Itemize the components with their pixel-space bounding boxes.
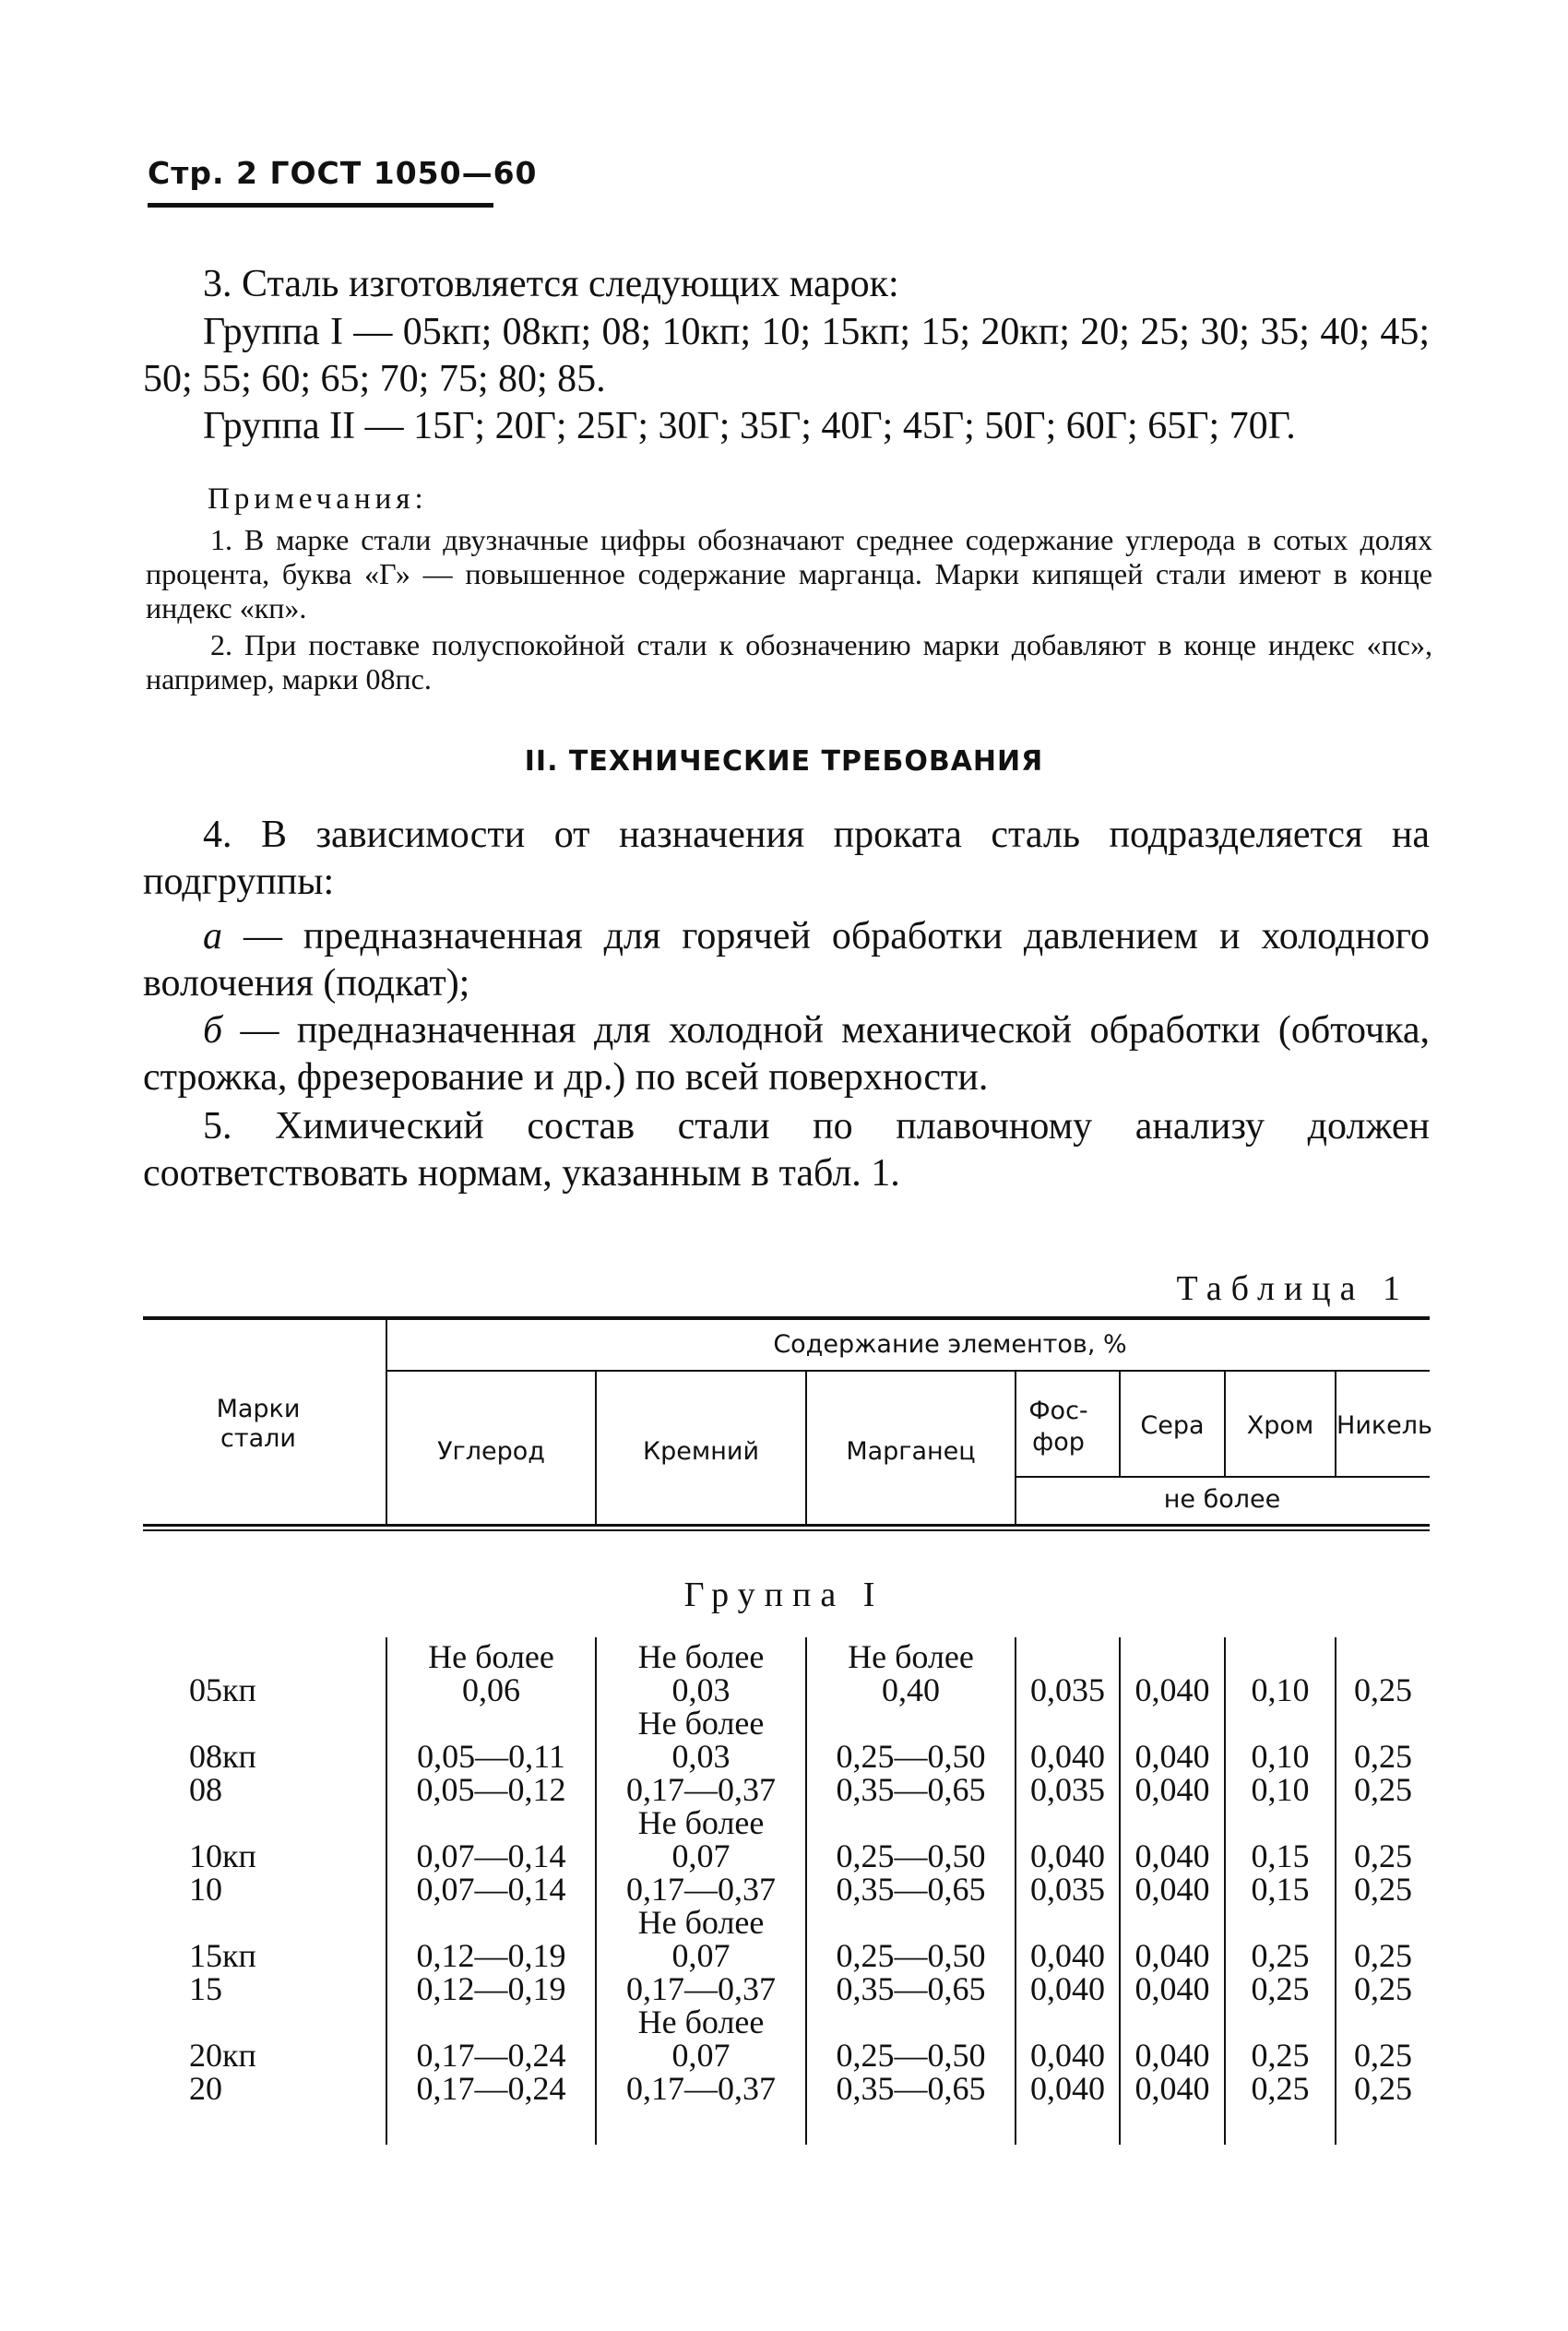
nickel-cell: 0,25 [1354, 1771, 1412, 1808]
item-b-letter: б [203, 1009, 223, 1052]
silicon-prefix: Не более [637, 1804, 765, 1841]
header-vline-grades [386, 1320, 387, 1524]
nickel-cell: 0,25 [1354, 2037, 1412, 2074]
paragraph-3-intro: 3. Сталь изготовляется следующих марок: [203, 263, 899, 305]
chromium-cell: 0,25 [1251, 2070, 1310, 2107]
header-subrule [386, 1370, 1430, 1372]
carbon-cell: 0,12—0,19 [416, 1937, 566, 1974]
header-grades: Марки стали [216, 1395, 301, 1453]
header-phosphorus: Фос-фор [1028, 1397, 1088, 1457]
sulfur-cell: 0,040 [1134, 2070, 1210, 2107]
item-a-letter: а [203, 915, 222, 957]
paragraph-5: 5. Химический состав стали по плавочному анализу должен соответствовать нормам, указанным в табл. 1. [143, 1105, 1430, 1195]
carbon-cell: 0,06 [462, 1671, 520, 1708]
phosphorus-cell: 0,040 [1030, 1937, 1105, 1974]
phosphorus-cell: 0,040 [1030, 1738, 1105, 1775]
carbon-cell: 0,05—0,11 [417, 1738, 565, 1775]
table-caption: Таблица 1 [1176, 1269, 1409, 1308]
section-title: II. ТЕХНИЧЕСКИЕ ТРЕБОВАНИЯ [524, 745, 1044, 778]
grade-cell: 20 [189, 2070, 222, 2107]
nickel-cell: 0,25 [1354, 1871, 1412, 1908]
manganese-cell: 0,35—0,65 [836, 1771, 986, 1808]
paragraph-3-group-1: Группа I — 05кп; 08кп; 08; 10кп; 10; 15кп; 15; 20кп; 20; 25; 30; 35; 40; 45; 50; 55; 60; 65; 70; 75; 80; 85. [143, 311, 1430, 400]
silicon-cell: 0,17—0,37 [626, 1970, 776, 2007]
carbon-cell: 0,07—0,14 [416, 1871, 566, 1908]
chromium-cell: 0,25 [1251, 1937, 1310, 1974]
silicon-cell: 0,07 [671, 1937, 731, 1974]
carbon-cell: 0,12—0,19 [416, 1970, 566, 2007]
item-b-text: — предназначенная для холодной механической обработки (обточка, строжка, фрезерование и др.) по всей поверхности. [143, 1009, 1430, 1099]
nickel-cell: 0,25 [1354, 1937, 1412, 1974]
header-bottom-rule-2 [143, 1529, 1430, 1531]
phosphorus-cell: 0,040 [1030, 1837, 1105, 1874]
nickel-cell: 0,25 [1354, 1970, 1412, 2007]
chromium-cell: 0,25 [1251, 1970, 1310, 2007]
chromium-cell: 0,15 [1251, 1871, 1310, 1908]
paragraph-4: 4. В зависимости от назначения проката сталь подразделяется на подгруппы: [143, 814, 1430, 903]
chromium-cell: 0,15 [1251, 1837, 1310, 1874]
sulfur-cell: 0,040 [1134, 1871, 1210, 1908]
nickel-cell: 0,25 [1354, 1837, 1412, 1874]
grade-cell: 10 [189, 1871, 222, 1908]
sulfur-cell: 0,040 [1134, 1937, 1210, 1974]
silicon-cell: 0,17—0,37 [626, 1771, 776, 1808]
carbon-prefix: Не более [428, 1638, 554, 1675]
phosphorus-cell: 0,040 [1030, 1970, 1105, 2007]
manganese-cell: 0,35—0,65 [836, 1871, 986, 1908]
nickel-cell: 0,25 [1354, 1671, 1412, 1708]
paragraph-4-item-a [143, 913, 1430, 1007]
manganese-cell: 0,25—0,50 [836, 1937, 986, 1974]
paragraph-4-item-b [143, 1007, 1430, 1101]
header-manganese: Марганец [846, 1437, 976, 1466]
nickel-cell: 0,25 [1354, 2070, 1412, 2107]
group-title: Группа I [683, 1576, 885, 1614]
header-rule [148, 203, 493, 208]
phosphorus-cell: 0,035 [1030, 1871, 1105, 1908]
grade-cell: 10кп [189, 1837, 256, 1874]
grade-cell: 15 [189, 1970, 222, 2007]
silicon-prefix: Не более [637, 1904, 765, 1941]
chromium-cell: 0,10 [1251, 1671, 1310, 1708]
manganese-cell: 0,25—0,50 [836, 1738, 986, 1775]
silicon-prefix: Не более [637, 2004, 765, 2040]
carbon-cell: 0,17—0,24 [416, 2037, 566, 2074]
silicon-cell: 0,17—0,37 [626, 2070, 776, 2107]
header-max-rule [1015, 1476, 1430, 1478]
carbon-cell: 0,05—0,12 [416, 1771, 566, 1808]
header-bottom-rule-1 [143, 1524, 1430, 1527]
phosphorus-cell: 0,035 [1030, 1771, 1105, 1808]
manganese-cell: 0,40 [882, 1671, 940, 1708]
silicon-cell: 0,03 [671, 1671, 731, 1708]
notes-title: Примечания: [208, 482, 428, 516]
grade-cell: 08 [189, 1771, 222, 1808]
manganese-cell: 0,35—0,65 [836, 1970, 986, 2007]
sulfur-cell: 0,040 [1134, 1837, 1210, 1874]
page-header: Стр. 2 ГОСТ 1050—60 [148, 155, 538, 191]
silicon-cell: 0,03 [671, 1738, 731, 1775]
grade-cell: 05кп [189, 1671, 256, 1708]
header-silicon: Кремний [642, 1437, 760, 1466]
phosphorus-cell: 0,040 [1030, 2070, 1105, 2107]
grade-cell: 08кп [189, 1738, 256, 1775]
chromium-cell: 0,25 [1251, 2037, 1310, 2074]
sulfur-cell: 0,040 [1134, 1970, 1210, 2007]
item-a-text: — предназначенная для горячей обработки давлением и холодного волочения (подкат); [143, 915, 1430, 1005]
sulfur-cell: 0,040 [1134, 1771, 1210, 1808]
silicon-cell: 0,17—0,37 [626, 1871, 776, 1908]
silicon-cell: 0,07 [671, 1837, 731, 1874]
carbon-cell: 0,07—0,14 [416, 1837, 566, 1874]
header-chromium: Хром [1246, 1411, 1314, 1440]
grade-cell: 15кп [189, 1937, 256, 1974]
header-max: не более [1163, 1485, 1281, 1514]
carbon-cell: 0,17—0,24 [416, 2070, 566, 2107]
manganese-prefix: Не более [848, 1638, 974, 1675]
table-top-rule [143, 1316, 1430, 1320]
manganese-cell: 0,35—0,65 [836, 2070, 986, 2107]
silicon-prefix: Не более [637, 1705, 765, 1742]
header-content: Содержание элементов, % [773, 1330, 1127, 1359]
header-nickel: Никель [1336, 1411, 1432, 1440]
phosphorus-cell: 0,040 [1030, 2037, 1105, 2074]
silicon-cell: 0,07 [671, 2037, 731, 2074]
header-sulfur: Сера [1140, 1411, 1205, 1440]
sulfur-cell: 0,040 [1134, 1671, 1210, 1708]
note-2: 2. При поставке полуспокойной стали к обозначению марки добавляют в конце индекс «пс», например, марки 08пс. [146, 628, 1432, 696]
sulfur-cell: 0,040 [1134, 2037, 1210, 2074]
sulfur-cell: 0,040 [1134, 1738, 1210, 1775]
note-1: 1. В марке стали двузначные цифры обозначают среднее содержание углерода в сотых долях процента, буква «Г» — повышенное содержание марганца. Марки кипящей стали имеют в конце индекс «кп». [146, 523, 1432, 624]
chromium-cell: 0,10 [1251, 1738, 1310, 1775]
chromium-cell: 0,10 [1251, 1771, 1310, 1808]
manganese-cell: 0,25—0,50 [836, 1837, 986, 1874]
nickel-cell: 0,25 [1354, 1738, 1412, 1775]
phosphorus-cell: 0,035 [1030, 1671, 1105, 1708]
paragraph-3-group-2: Группа II — 15Г; 20Г; 25Г; 30Г; 35Г; 40Г; 45Г; 50Г; 60Г; 65Г; 70Г. [203, 405, 1296, 447]
silicon-prefix: Не более [637, 1638, 765, 1675]
header-carbon: Углерод [437, 1437, 545, 1466]
grade-cell: 20кп [189, 2037, 256, 2074]
manganese-cell: 0,25—0,50 [836, 2037, 986, 2074]
